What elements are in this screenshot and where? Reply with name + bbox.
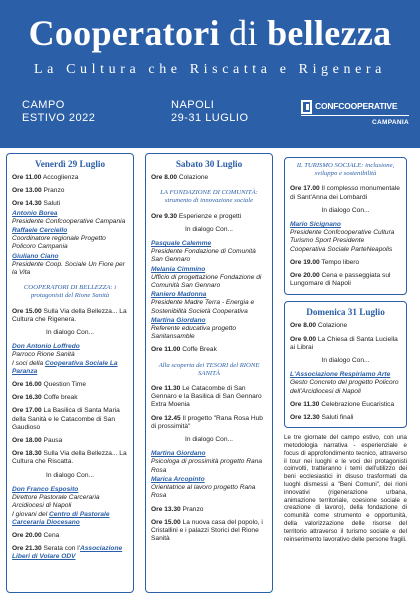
item-time: Ore 15.00: [12, 307, 42, 315]
speaker: [290, 221, 401, 254]
logo-region: CAMPANIA: [372, 119, 409, 126]
description-paragraph: Le tre giornate del campo estivo, con una metodologia narrativa - esperienziale e focus di approfondimento tecnico, attraverso il tour nei luoghi e le voci dei protagonisti coinvolti, tratteranno i temi dell'utilizzo dei beni ecclesiastici in disuso trasformati da luoghi dismessi a "Beni Comuni", dei rioni innovativi (rigenerazione urbana, animazione territoriale, coesione sociale e creazione di lavoro), della fondazione di comunità come strumento e opportunità, della valorizzazione delle risorse del territorio attraverso il turismo sociale e del reinserimento lavorativo delle persone fragili.: [284, 434, 407, 543]
schedule-item: [290, 272, 401, 288]
section-heading: LA FONDAZIONE DI COMUNITÀ: strumento di innovazione sociale: [160, 189, 258, 205]
speaker-role: I soci della: [12, 359, 44, 367]
item-text: Cena e passeggiata sul Lungomare di Napoli: [290, 272, 391, 288]
speaker: [12, 343, 128, 376]
organization-name: Centro di Pastorale Carceraria Diocesano: [12, 510, 110, 526]
item-time: Ore 9.00: [290, 335, 317, 343]
item-text: Serata con l': [43, 545, 80, 553]
item-text: Coffe break: [43, 394, 78, 402]
item-time: Ore 11.00: [151, 346, 181, 354]
location-line: NAPOLI: [171, 99, 215, 111]
speaker-name: Martina Giordano: [151, 450, 206, 458]
item-time: Ore 20.00: [12, 531, 42, 539]
item-time: Ore 12.30: [290, 414, 320, 422]
speaker-name: Don Antonio Loffredo: [12, 343, 80, 351]
organization-name: Cooperativa Sociale La Paranza: [12, 359, 118, 375]
speaker: [12, 210, 128, 226]
speaker-role: Coordinatore regionale Progetto Policoro Campania: [12, 235, 106, 251]
speaker-name: Antonio Borea: [12, 209, 58, 217]
item-text: Colazione: [317, 322, 348, 330]
speaker-name: Don Franco Esposito: [12, 485, 79, 493]
dialog-label: In dialogo Con...: [45, 329, 95, 337]
page-title: [0, 12, 420, 54]
speaker-name: Marica Arcopinto: [151, 475, 205, 483]
schedule-item: [12, 545, 128, 561]
item-time: Ore 11.30: [290, 400, 320, 408]
item-time: Ore 13.00: [12, 187, 42, 195]
speaker: [151, 291, 267, 316]
speaker-name: Raniero Madonna: [151, 291, 207, 299]
item-time: Ore 11.00: [12, 174, 42, 181]
speaker-name: L'Associazione Respiriamo Arte: [290, 371, 391, 379]
item-time: Ore 17.00: [290, 185, 320, 193]
item-text: Il complesso monumentale di Sant'Anna dei Lombardi: [290, 185, 400, 201]
item-text: Esperienze e progetti: [178, 212, 242, 220]
speaker-name: Giuliano Ciano: [12, 252, 59, 260]
speaker-name: Martina Giordano: [151, 316, 206, 324]
organization-name: Associazione Liberi di Volare ODV: [12, 545, 123, 561]
section-heading: Alla scoperta dei TESORI del RIONE SANITÀ: [158, 361, 260, 377]
day2-title: Sabato 30 Luglio: [175, 159, 243, 169]
item-text: Question Time: [43, 381, 87, 389]
item-text: Colazione: [178, 174, 209, 181]
title-word-3: bellezza: [267, 13, 392, 53]
item-text: Sulla Via della Bellezza... La Cultura che Rigenera.: [12, 307, 127, 323]
speaker: [12, 486, 128, 527]
day3-title: Domenica 31 Luglio: [306, 307, 385, 318]
schedule-item: [12, 532, 128, 540]
schedule-item: [290, 185, 401, 201]
dialog-label: In dialogo Con...: [321, 357, 370, 365]
speaker-name: Mario Sicignano: [290, 221, 341, 229]
turismo-box: [284, 157, 407, 295]
schedule-item: [151, 213, 267, 221]
item-time: Ore 18.30: [12, 450, 42, 458]
schedule-item: [290, 322, 401, 330]
speaker-role: Presidente Fondazione di Comunità San Gennaro: [151, 248, 256, 264]
section-heading: COOPERATORI DI BELLEZZA: i protagonisti del Rione Sanità: [23, 284, 117, 300]
schedule-item: [151, 385, 267, 410]
schedule-item: [151, 415, 267, 431]
item-text: Saluti: [43, 200, 61, 208]
item-text: Il progetto "Rana Rosa Hub di prossimità": [151, 414, 263, 430]
page-subtitle: La Cultura che Riscatta e Rigenera: [34, 62, 386, 77]
speaker-name: Melania Cimmino: [151, 265, 206, 273]
schedule-item: [12, 174, 128, 182]
dialog-label: In dialogo Con...: [184, 436, 234, 444]
speaker-role: Gesto Concreto del progetto Policoro dell'Arcidiocesi di Napoli: [290, 379, 399, 395]
campo-line-2: ESTIVO 2022: [22, 112, 96, 124]
speaker-role: I giovani del: [12, 510, 48, 518]
item-time: Ore 11.30: [151, 385, 181, 393]
schedule-item: [12, 394, 128, 402]
speaker-role: Parroco Rione Sanità: [12, 351, 75, 359]
schedule-item: [290, 259, 401, 267]
schedule-item: [290, 414, 401, 422]
confcooperative-logo: [301, 98, 409, 132]
item-time: Ore 9.30: [151, 212, 178, 220]
schedule-item: [12, 308, 128, 324]
schedule-item: [12, 381, 128, 389]
item-text: Le Catacombe di San Gennaro e la Basilica di San Gennaro Extra Moenia: [151, 385, 262, 409]
day1-title: Venerdì 29 Luglio: [34, 159, 106, 169]
item-time: Ore 19.00: [290, 258, 320, 266]
schedule-item: [12, 200, 128, 208]
dialog-label: In dialogo Con...: [321, 206, 370, 214]
speaker: [151, 317, 267, 342]
item-time: Ore 14.30: [12, 200, 42, 208]
campo-line-1: CAMPO: [22, 99, 65, 111]
title-word-1: Cooperatori: [28, 13, 220, 53]
logo-name: CONFCOOPERATIVE: [315, 101, 398, 111]
schedule-item: [151, 506, 267, 514]
item-text: Celebrazione Eucaristica: [321, 400, 395, 408]
item-time: Ore 8.00: [290, 322, 317, 330]
item-text: Pranzo: [43, 187, 65, 195]
schedule-item: [12, 407, 128, 432]
schedule-item: [151, 346, 267, 354]
item-text: La nuova casa del popolo, i Cristallini e i palazzi Storici del Rione Sanità: [151, 518, 263, 543]
item-text: Sulla Via della Bellezza... La Cultura che Riscatta.: [12, 450, 127, 466]
speaker-role: Psicologa di prossimità progetto Rana Rosa: [151, 458, 263, 474]
speaker-role: Direttore Pastorale Carceraria Arcidiocesi di Napoli: [12, 494, 100, 510]
item-text: Pranzo: [182, 505, 204, 513]
logo-mark-icon: [301, 100, 312, 114]
schedule-item: [290, 336, 401, 352]
speaker-role: Presidente Coop. Sociale Un Fiore per la Vita: [12, 260, 125, 277]
speaker-role: Orientatrice al lavoro progetto Rana Rosa: [151, 484, 256, 500]
speaker: [151, 240, 267, 265]
day1-column: [6, 153, 134, 593]
speaker: [290, 371, 401, 396]
day2-column: [145, 153, 273, 593]
location-dates: [171, 99, 249, 125]
speaker-role: Ufficio di progettazione Fondazione di Comunità San Gennaro: [151, 273, 262, 290]
section-heading: IL TURISMO SOCIALE: inclusione, sviluppo e sostenibilità: [296, 162, 395, 178]
schedule-item: [151, 519, 267, 544]
schedule-item: [151, 174, 267, 182]
logo-divider: [301, 115, 409, 116]
schedule-item: [12, 187, 128, 195]
item-text: Pausa: [43, 437, 63, 445]
item-time: Ore 20.00: [290, 272, 320, 280]
item-time: Ore 21.30: [12, 545, 42, 553]
item-time: Ore 15.00: [151, 518, 181, 526]
item-text: La Chiesa di Santa Luciella ai Librai: [290, 335, 398, 351]
speaker-role: Presidente Confcooperative Campania: [12, 217, 126, 225]
speaker-role: Referente educativa progetto Sanitansamble: [151, 325, 237, 341]
item-text: Coffe Break: [182, 346, 217, 354]
item-time: Ore 16.00: [12, 381, 42, 389]
schedule-item: [12, 450, 128, 466]
item-time: Ore 12.45: [151, 414, 181, 422]
speaker: [151, 266, 267, 291]
schedule-item: [290, 401, 401, 409]
speaker-name: Pasquale Calemme: [151, 240, 212, 248]
item-text: Cena: [43, 531, 60, 539]
item-time: Ore 13.30: [151, 505, 181, 513]
item-time: Ore 18.00: [12, 437, 42, 445]
sunday-box: [284, 301, 407, 428]
item-time: Ore 16.30: [12, 394, 42, 402]
item-time: Ore 17.00: [12, 407, 42, 415]
speaker-name: Raffaele Cerciello: [12, 227, 68, 235]
dialog-label: In dialogo Con...: [184, 225, 234, 233]
item-text: Accoglienza: [42, 174, 79, 181]
item-text: Tempo libero: [321, 258, 360, 266]
item-text: La Basilica di Santa Maria della Sanità e le Catacombe di San Gaudioso: [12, 407, 120, 431]
schedule-item: [12, 437, 128, 445]
dialog-label: In dialogo Con...: [45, 471, 95, 479]
item-text: Saluti finali: [321, 414, 354, 422]
item-time: Ore 8.00: [151, 174, 178, 181]
day3-column: [284, 153, 412, 593]
header-banner: [0, 0, 420, 148]
dates-line: 29-31 LUGLIO: [171, 112, 249, 124]
speaker: [151, 476, 267, 501]
campo-label: [22, 99, 95, 125]
speaker: [12, 227, 128, 252]
title-word-2: di: [229, 13, 258, 53]
speaker: [151, 450, 267, 475]
speaker-role: Presidente Madre Terra - Energia e Sostenibilità Società Cooperativa: [151, 299, 255, 315]
speaker-role: Presidente Confcooperative Cultura Turismo Sport Presidente Cooperativa Sociale ParteNeapolis: [290, 229, 395, 253]
speaker: [12, 253, 128, 278]
